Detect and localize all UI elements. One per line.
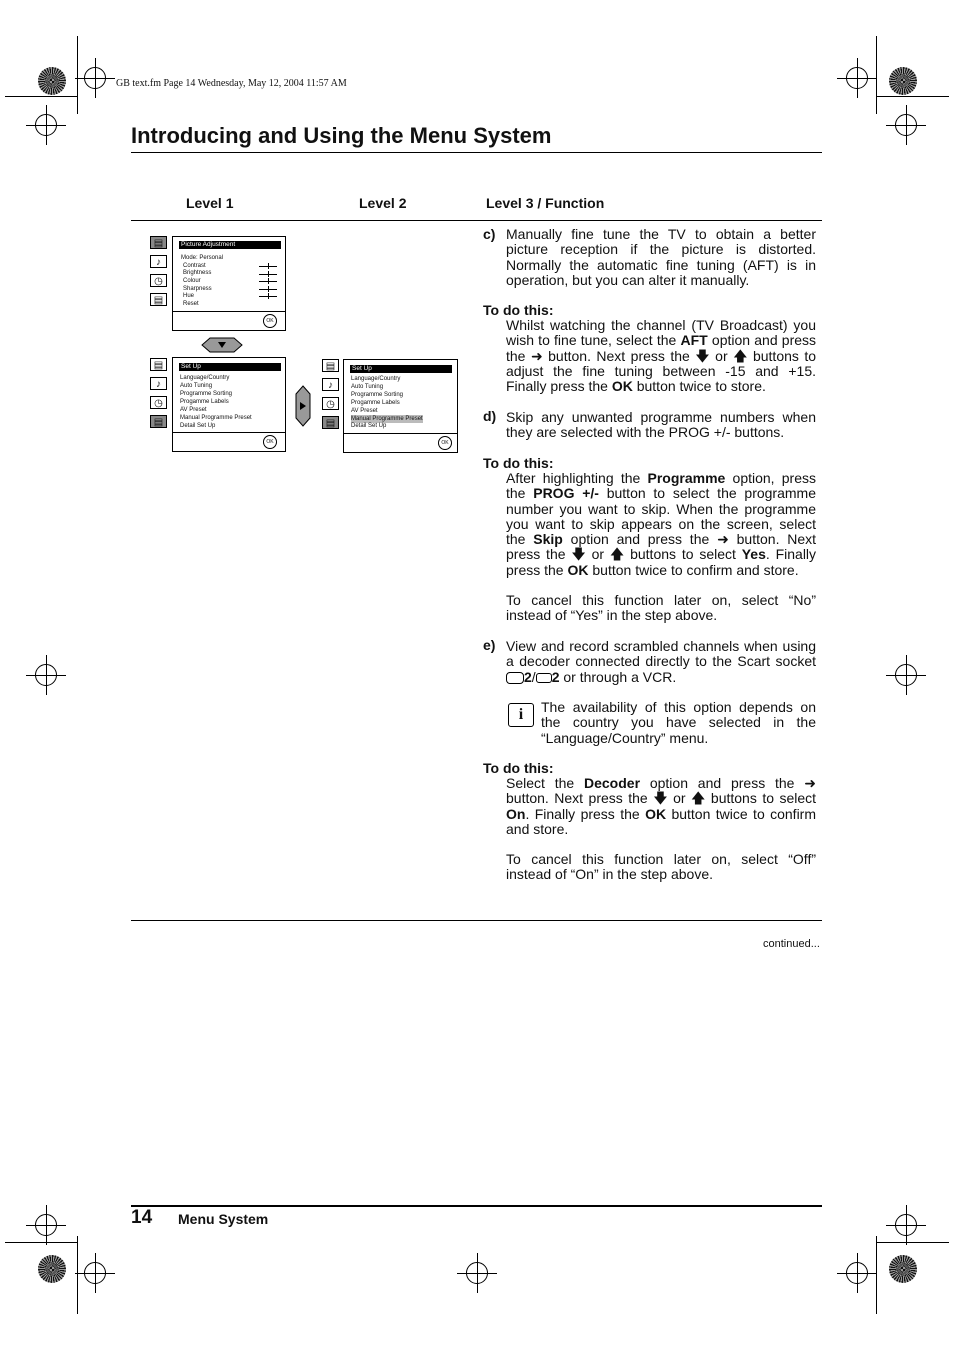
footer-section-label: Menu System	[178, 1211, 269, 1227]
timer-icon: ◷	[322, 397, 339, 410]
content-bottom-rule	[131, 920, 822, 921]
menu-item: AV Preset	[180, 407, 207, 413]
page-number: 14	[131, 1207, 153, 1228]
registration-mark	[84, 67, 106, 89]
title-rule	[131, 152, 822, 153]
section-e-note: The availability of this option depends on the country you have selected in the “Language/Country” menu.	[541, 699, 816, 746]
section-e-text: View and record scrambled channels when using a decoder connected directly to the Scart socket 2/ 2 or through a VCR.	[506, 638, 816, 685]
menu-item: Sharpness	[183, 286, 212, 292]
color-rosette	[38, 1255, 66, 1283]
section-c-steps: Whilst watching the channel (TV Broadcast) you wish to fine tune, select the AFT option and press the ➜ button. Next press the 🡇 or 🡅 buttons to adjust the fine tuning between -15 and +15. Finally press the OK button twice to store.	[506, 317, 817, 395]
menu-item: Language/Country	[351, 376, 401, 382]
scart-icon	[536, 673, 552, 683]
menu-item: Programme Sorting	[351, 392, 404, 398]
level1-heading: Level 1	[186, 195, 234, 211]
ok-icon: OK	[263, 435, 277, 449]
picture-icon: ▤	[322, 359, 339, 372]
setup-menu-level2	[343, 359, 458, 453]
menu-item: Reset	[183, 301, 199, 307]
ok-icon: OK	[263, 314, 277, 328]
menu-item: Progamme Labels	[180, 399, 229, 405]
timer-icon: ◷	[150, 396, 167, 409]
menu-item: Colour	[183, 278, 201, 284]
picture-icon: ▤	[150, 236, 167, 249]
right-arrow-icon: ➜	[530, 347, 543, 364]
page-title: Introducing and Using the Menu System	[131, 123, 552, 148]
section-d-steps: After highlighting the Programme option, press the PROG +/- button to select the programme number you want to skip. When the programme you want to skip appears on the screen, select the Skip option and press the ➜ button. Next press the 🡇 or 🡅 buttons to select Yes. Finally press the OK button twice to confirm and store.	[506, 470, 817, 578]
section-d-text: Skip any unwanted programme numbers when they are selected with the PROG +/- buttons.	[506, 409, 816, 441]
file-meta: GB text.fm Page 14 Wednesday, May 12, 2004 11:57 AM	[116, 78, 347, 89]
menu-item: Detail Set Up	[351, 423, 387, 429]
menu-item: Auto Tuning	[351, 384, 384, 390]
section-c-text: Manually fine tune the TV to obtain a better picture reception if the picture is distorted. Normally the automatic fine tuning (AFT) is in operation, but you can alter it manually.	[506, 226, 816, 288]
menu-divider	[173, 432, 285, 433]
menu-item: Auto Tuning	[180, 383, 213, 389]
menu-item: Programme Sorting	[180, 391, 233, 397]
timer-icon: ◷	[150, 274, 167, 287]
menu-item: Language/Country	[180, 375, 230, 381]
color-rosette	[38, 67, 66, 95]
picture-adjustment-menu	[172, 236, 286, 331]
setup-icon: ▤	[322, 416, 339, 429]
registration-mark	[846, 1262, 868, 1284]
footer-rule	[131, 1205, 822, 1207]
up-arrow-icon: 🡅	[691, 790, 706, 807]
menu-item: Detail Set Up	[180, 423, 216, 429]
down-arrow-icon: 🡇	[653, 790, 668, 807]
registration-mark	[35, 664, 57, 686]
right-arrow-icon: ➜	[804, 775, 817, 791]
menu-mode: Mode: Personal	[181, 255, 224, 261]
setup-icon: ▤	[150, 293, 167, 306]
section-e-cancel: To cancel this function later on, select “Off” instead of “On” in the step above.	[506, 851, 816, 883]
menu-title-bar: Picture Adjustment	[179, 241, 281, 249]
down-arrow-icon: 🡇	[695, 347, 710, 364]
menu-title-bar: Set Up	[350, 365, 452, 373]
level3-heading: Level 3 / Function	[486, 195, 605, 211]
section-c-letter: c)	[483, 226, 496, 242]
menu-item: AV Preset	[351, 408, 378, 414]
menu-item: Brightness	[183, 270, 212, 276]
menu-item-highlighted: Manual Programme Preset	[351, 416, 423, 422]
section-d-letter: d)	[483, 408, 497, 424]
level2-heading: Level 2	[359, 195, 407, 211]
colour-slider	[259, 281, 277, 282]
menu-item: Hue	[183, 293, 195, 299]
up-arrow-icon: 🡅	[609, 546, 625, 563]
scart-icon	[506, 672, 524, 684]
registration-mark	[35, 1214, 57, 1236]
registration-mark	[895, 1214, 917, 1236]
registration-mark	[35, 114, 57, 136]
registration-mark	[84, 1262, 106, 1284]
color-rosette	[889, 67, 917, 95]
section-e-letter: e)	[483, 637, 496, 653]
setup-icon: ▤	[150, 415, 167, 428]
section-e-steps: Select the Decoder option and press the ➜ button. Next press the 🡇 or 🡅 buttons to select On. Finally press the OK button twice to confirm and store.	[506, 775, 817, 837]
sound-icon: ♪	[150, 377, 167, 390]
down-arrow-button	[200, 337, 244, 353]
down-arrow-icon: 🡇	[571, 546, 586, 563]
right-arrow-button	[294, 385, 312, 427]
right-arrow-icon: ➜	[717, 531, 729, 548]
section-d-cancel: To cancel this function later on, select “No” instead of “Yes” in the step above.	[506, 592, 816, 624]
section-c-todo: To do this:	[483, 302, 554, 318]
menu-divider	[173, 311, 285, 312]
up-arrow-icon: 🡅	[733, 347, 748, 364]
section-e-todo: To do this:	[483, 760, 554, 776]
registration-mark	[466, 1262, 488, 1284]
continued-label: continued...	[763, 938, 820, 950]
picture-icon: ▤	[150, 358, 167, 371]
registration-mark	[846, 67, 868, 89]
brightness-slider	[259, 274, 277, 275]
color-rosette	[889, 1255, 917, 1283]
contrast-slider	[259, 266, 277, 267]
menu-divider	[344, 433, 457, 434]
registration-mark	[895, 114, 917, 136]
info-icon: i	[508, 703, 534, 727]
sound-icon: ♪	[322, 378, 339, 391]
menu-item: Manual Programme Preset	[180, 415, 252, 421]
column-rule	[131, 220, 822, 221]
ok-icon: OK	[438, 436, 452, 450]
menu-item: Progamme Labels	[351, 400, 400, 406]
menu-title-bar: Set Up	[179, 363, 281, 371]
registration-mark	[895, 664, 917, 686]
sharpness-slider	[259, 289, 277, 290]
sound-icon: ♪	[150, 255, 167, 268]
hue-slider	[259, 296, 277, 297]
menu-item: Contrast	[183, 263, 206, 269]
setup-menu-level1	[172, 357, 286, 452]
section-d-todo: To do this:	[483, 455, 554, 471]
